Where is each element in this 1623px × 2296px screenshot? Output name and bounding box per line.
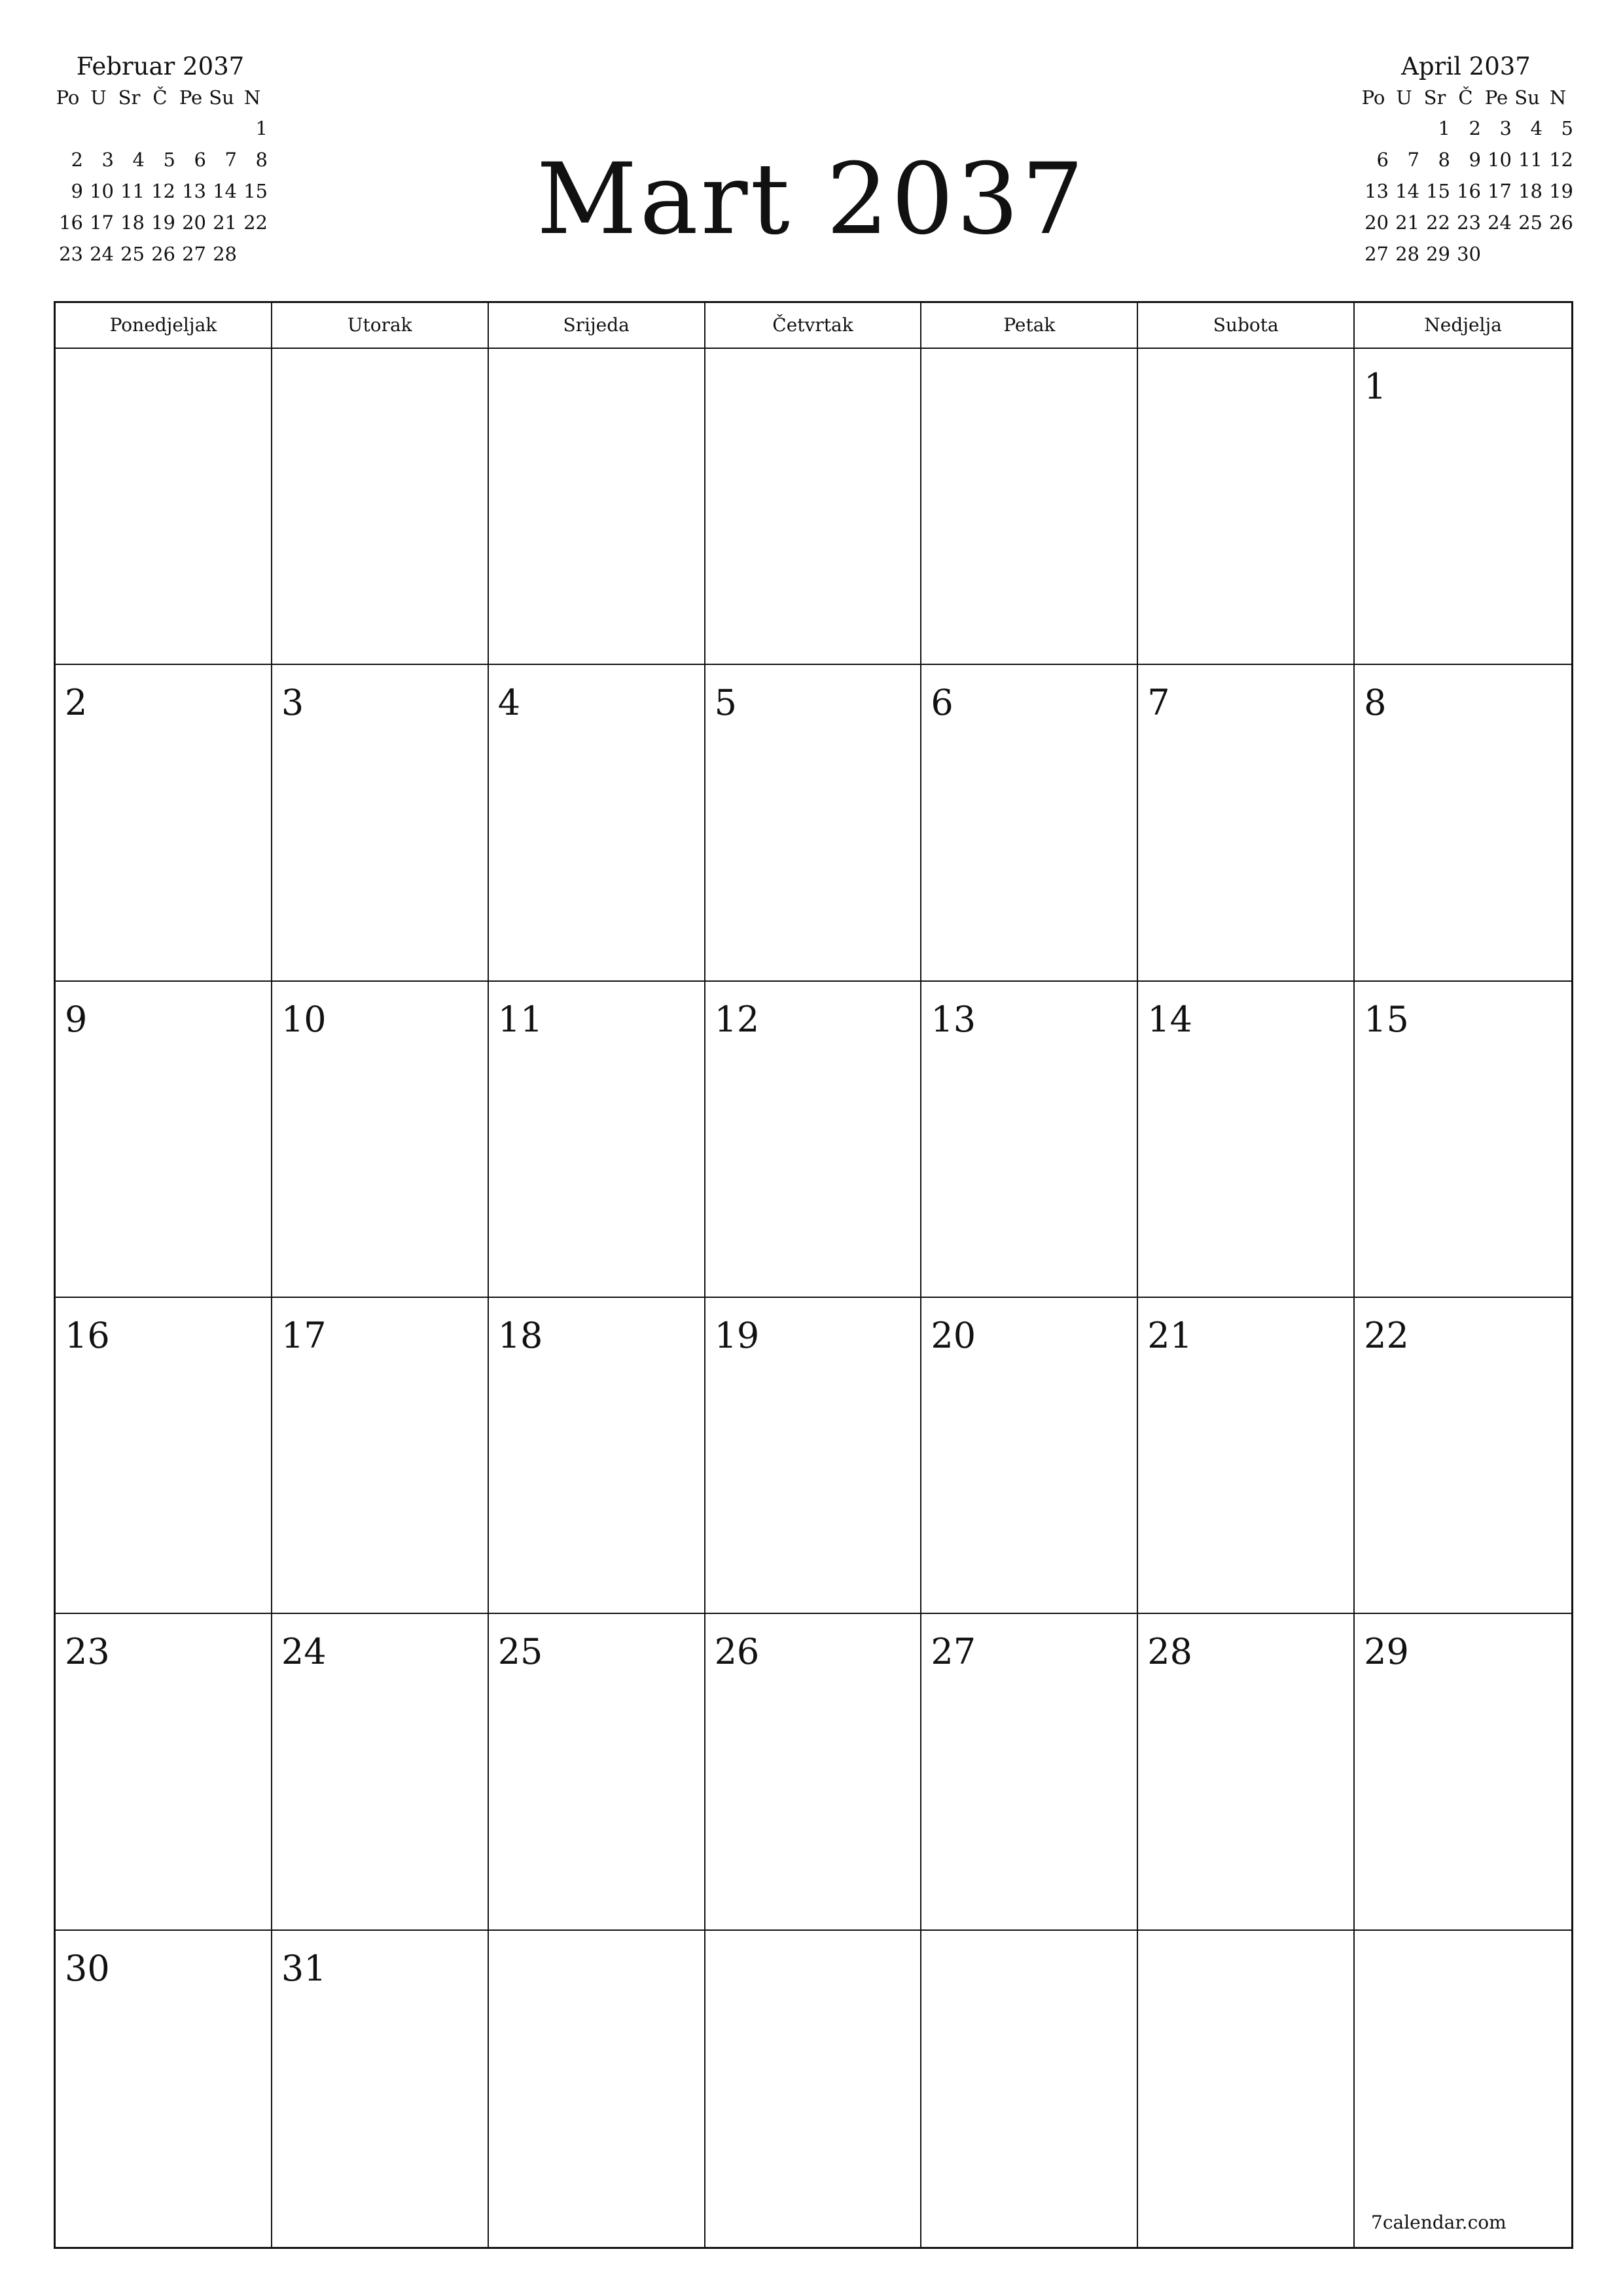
mini-day: 23 (1457, 211, 1481, 234)
day-cell[interactable] (56, 665, 272, 981)
day-cell[interactable] (56, 1931, 272, 2247)
mini-day: 15 (1426, 180, 1450, 202)
day-number: 25 (497, 1631, 543, 1673)
mini-day (83, 113, 114, 144)
mini-day (114, 113, 145, 144)
day-number: 3 (281, 682, 304, 724)
mini-weekday-header: N (243, 86, 261, 109)
day-cell[interactable] (272, 349, 489, 665)
page-title: Mart 2037 (536, 143, 1087, 257)
day-number: 14 (1147, 998, 1192, 1040)
mini-day (52, 113, 83, 144)
day-cell[interactable] (489, 1298, 705, 1614)
day-cell[interactable] (705, 349, 922, 665)
day-number: 13 (931, 998, 976, 1040)
mini-day: 3 (101, 149, 114, 171)
day-number: 28 (1147, 1631, 1192, 1673)
mini-weekday-header: N (1549, 86, 1567, 109)
mini-day: 29 (1426, 243, 1450, 265)
mini-day (145, 113, 175, 144)
mini-day: 23 (59, 243, 83, 265)
day-number: 22 (1364, 1315, 1409, 1356)
mini-day: 2 (1469, 117, 1481, 139)
day-number: 8 (1364, 682, 1387, 724)
day-cell[interactable] (921, 1931, 1138, 2247)
day-number: 20 (931, 1315, 976, 1356)
day-cell[interactable] (272, 982, 489, 1298)
mini-calendar-next-title: April 2037 (1401, 52, 1531, 81)
day-number: 15 (1364, 998, 1409, 1040)
weekday-header: Subota (1138, 303, 1355, 349)
day-cell[interactable] (1355, 1298, 1571, 1614)
mini-day: 2 (71, 149, 83, 171)
mini-weekday-header: Su (1514, 86, 1540, 109)
mini-calendar-next (1358, 52, 1574, 270)
mini-day: 21 (213, 211, 237, 234)
mini-day (206, 113, 237, 144)
day-cell[interactable] (921, 665, 1138, 981)
mini-calendar-next-grid (1358, 82, 1574, 270)
mini-day: 21 (1395, 211, 1419, 234)
mini-day: 12 (151, 180, 175, 202)
day-cell[interactable] (489, 1931, 705, 2247)
mini-day: 4 (132, 149, 145, 171)
mini-day: 3 (1499, 117, 1512, 139)
mini-calendar-prev-title: Februar 2037 (76, 52, 245, 81)
day-number: 31 (281, 1947, 327, 1989)
day-number: 6 (931, 682, 954, 724)
mini-day (1389, 113, 1419, 144)
mini-day: 25 (120, 243, 145, 265)
mini-day: 10 (1488, 149, 1512, 171)
mini-day: 20 (182, 211, 206, 234)
mini-day: 26 (151, 243, 175, 265)
mini-day: 15 (243, 180, 268, 202)
mini-weekday-header: Sr (1423, 86, 1446, 109)
mini-day: 19 (1549, 180, 1573, 202)
mini-day: 6 (1376, 149, 1389, 171)
mini-day: 22 (1426, 211, 1450, 234)
mini-day: 13 (1364, 180, 1389, 202)
day-cell[interactable] (705, 1298, 922, 1614)
mini-day: 16 (1457, 180, 1481, 202)
mini-day: 9 (71, 180, 83, 202)
day-cell[interactable] (489, 349, 705, 665)
mini-day: 22 (243, 211, 268, 234)
mini-day: 28 (1395, 243, 1419, 265)
day-number: 17 (281, 1315, 327, 1356)
mini-day: 7 (1407, 149, 1419, 171)
mini-day: 7 (224, 149, 237, 171)
day-cell[interactable] (489, 1614, 705, 1930)
mini-day: 26 (1549, 211, 1573, 234)
mini-day: 30 (1457, 243, 1481, 265)
day-number: 27 (931, 1631, 976, 1673)
day-number: 10 (281, 998, 327, 1040)
mini-day: 5 (1561, 117, 1573, 139)
mini-weekday-header: Č (152, 86, 168, 109)
mini-day (1481, 238, 1512, 270)
weekday-header: Nedjelja (1355, 303, 1571, 349)
mini-day: 13 (182, 180, 206, 202)
mini-day: 19 (151, 211, 175, 234)
mini-day: 1 (255, 117, 268, 139)
day-cell[interactable] (489, 665, 705, 981)
mini-weekday-header: U (1396, 86, 1412, 109)
mini-weekday-header: Pe (1484, 86, 1508, 109)
day-cell[interactable] (705, 1931, 922, 2247)
day-number: 24 (281, 1631, 327, 1673)
day-cell[interactable] (1138, 1614, 1355, 1930)
day-cell[interactable] (1355, 665, 1571, 981)
day-cell[interactable] (56, 349, 272, 665)
mini-day: 11 (120, 180, 145, 202)
mini-day (1543, 238, 1573, 270)
weekday-header: Četvrtak (705, 303, 922, 349)
mini-day: 8 (1438, 149, 1450, 171)
day-cell[interactable] (1355, 1614, 1571, 1930)
mini-weekday-header: U (90, 86, 107, 109)
day-cell[interactable] (705, 665, 922, 981)
day-number: 7 (1147, 682, 1170, 724)
mini-day: 24 (1488, 211, 1512, 234)
day-cell[interactable] (1355, 349, 1571, 665)
mini-weekday-header: Po (56, 86, 80, 109)
mini-day: 8 (255, 149, 268, 171)
mini-day: 10 (90, 180, 114, 202)
mini-day: 25 (1518, 211, 1543, 234)
day-cell[interactable] (1138, 982, 1355, 1298)
mini-day: 28 (213, 243, 237, 265)
day-number: 16 (65, 1315, 110, 1356)
mini-day (1358, 113, 1389, 144)
month-grid (54, 301, 1573, 2249)
mini-day: 17 (90, 211, 114, 234)
day-cell[interactable] (56, 1298, 272, 1614)
mini-day: 17 (1488, 180, 1512, 202)
mini-day: 1 (1438, 117, 1450, 139)
day-cell[interactable] (705, 982, 922, 1298)
mini-weekday-header: Su (209, 86, 234, 109)
mini-day: 11 (1518, 149, 1543, 171)
day-cell[interactable] (1138, 665, 1355, 981)
day-cell[interactable] (705, 1614, 922, 1930)
mini-day (1512, 238, 1543, 270)
day-number: 23 (65, 1631, 110, 1673)
mini-day: 27 (1364, 243, 1389, 265)
day-number: 19 (714, 1315, 760, 1356)
day-cell[interactable] (56, 982, 272, 1298)
day-cell[interactable] (272, 665, 489, 981)
weekday-header: Petak (921, 303, 1138, 349)
day-cell[interactable] (921, 982, 1138, 1298)
day-cell[interactable] (489, 982, 705, 1298)
day-number: 5 (714, 682, 737, 724)
day-cell[interactable] (272, 1614, 489, 1930)
mini-day: 4 (1530, 117, 1543, 139)
day-cell[interactable] (1138, 1298, 1355, 1614)
day-cell[interactable] (1355, 982, 1571, 1298)
day-number: 2 (65, 682, 88, 724)
day-number: 29 (1364, 1631, 1409, 1673)
mini-day: 18 (120, 211, 145, 234)
mini-day: 24 (90, 243, 114, 265)
mini-weekday-header: Po (1361, 86, 1385, 109)
day-cell[interactable] (1355, 1931, 1571, 2247)
day-cell[interactable] (1138, 1931, 1355, 2247)
day-number: 30 (65, 1947, 110, 1989)
weekday-header: Ponedjeljak (56, 303, 272, 349)
mini-day: 9 (1469, 149, 1481, 171)
day-number: 21 (1147, 1315, 1192, 1356)
day-number: 4 (497, 682, 521, 724)
day-number: 1 (1364, 366, 1387, 407)
day-cell[interactable] (921, 1614, 1138, 1930)
mini-day: 27 (182, 243, 206, 265)
mini-day: 14 (1395, 180, 1419, 202)
mini-weekday-header: Pe (179, 86, 203, 109)
mini-day: 12 (1549, 149, 1573, 171)
mini-day: 14 (213, 180, 237, 202)
day-cell[interactable] (921, 349, 1138, 665)
mini-day (175, 113, 206, 144)
day-cell[interactable] (921, 1298, 1138, 1614)
day-number: 26 (714, 1631, 760, 1673)
day-cell[interactable] (272, 1931, 489, 2247)
day-cell[interactable] (272, 1298, 489, 1614)
weekday-header: Utorak (272, 303, 489, 349)
day-cell[interactable] (56, 1614, 272, 1930)
site-credit: 7calendar.com (1371, 2212, 1507, 2233)
mini-weekday-header: Č (1458, 86, 1473, 109)
day-cell[interactable] (1138, 349, 1355, 665)
day-number: 12 (714, 998, 760, 1040)
weekday-header: Srijeda (489, 303, 705, 349)
mini-day: 6 (194, 149, 206, 171)
mini-day: 5 (163, 149, 175, 171)
mini-day: 18 (1518, 180, 1543, 202)
mini-weekday-header: Sr (118, 86, 141, 109)
mini-day: 16 (59, 211, 83, 234)
day-number: 18 (497, 1315, 543, 1356)
day-number: 11 (497, 998, 543, 1040)
mini-day: 20 (1364, 211, 1389, 234)
day-number: 9 (65, 998, 88, 1040)
